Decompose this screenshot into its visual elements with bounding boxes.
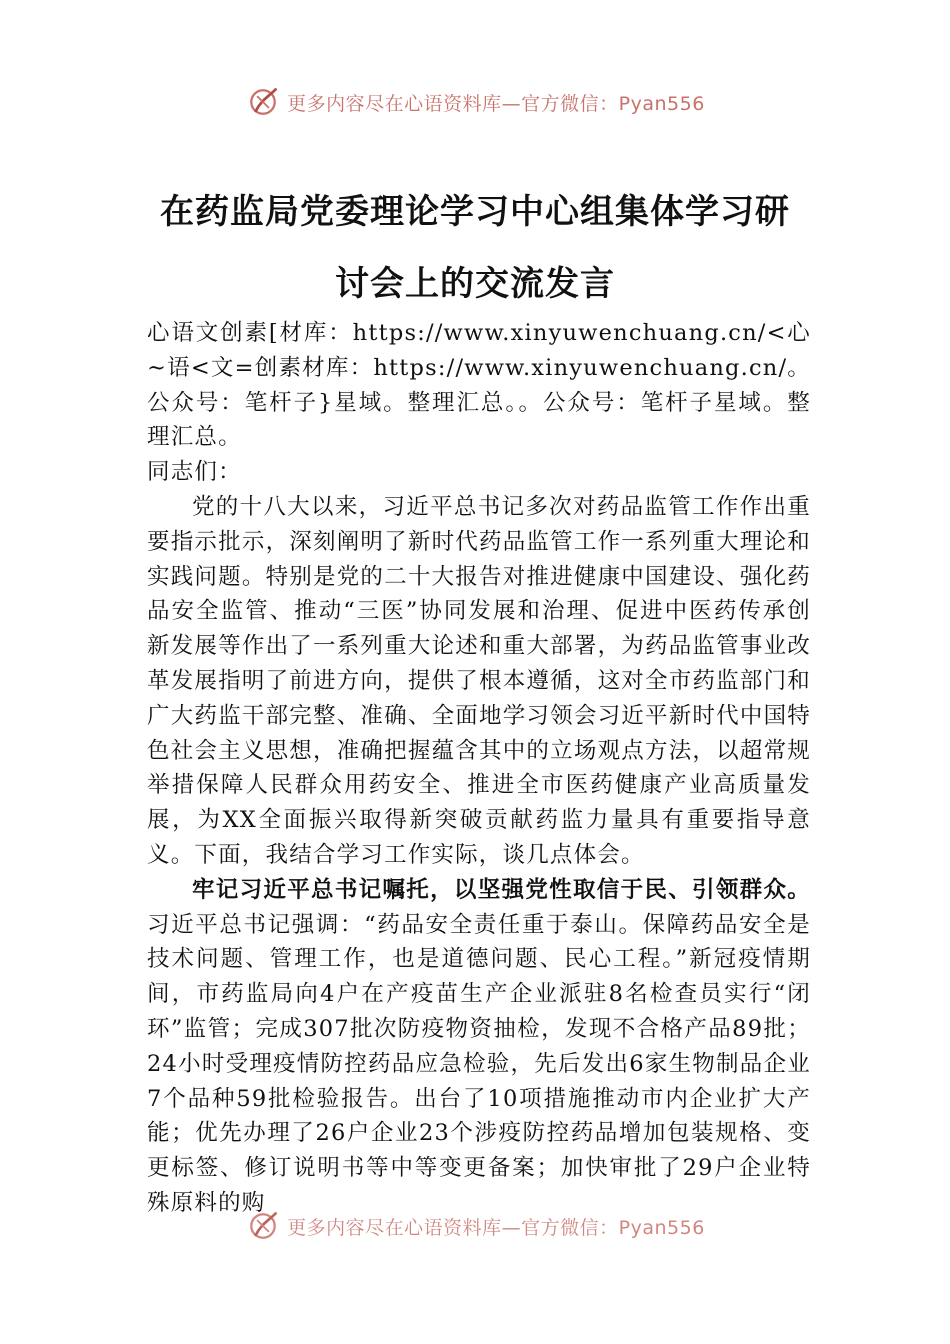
watermark-footer: [0, 1206, 950, 1246]
watermark-text: 更多内容尽在心语资料库—官方微信：Pyan556: [287, 1216, 705, 1239]
document-title: [145, 176, 805, 320]
paragraph-2-heading: 牢记习近平总书记嘱托，以坚强党性取信于民、引领群众。: [192, 876, 811, 903]
logo-icon: [245, 1208, 281, 1244]
source-note: 心语文创素[材库：https://www.xinyuwenchuang.cn/<心~语<文=创素材库：https://www.xinyuwenchuang.cn/。公众号：笔杆子}星域。整理汇总。。公众号：笔杆子星域。整理汇总。: [147, 320, 811, 451]
paragraph-1: 党的十八大以来，习近平总书记多次对药品监管工作作出重要指示批示，深刻阐明了新时代药品监管工作一系列重大理论和实践问题。特别是党的二十大报告对推进健康中国建设、强化药品安全监管、推动“三医”协同发展和治理、促进中医药传承创新发展等作出了一系列重大论述和重大部署，为药品监管事业改革发展指明了前进方向，提供了根本遵循，这对全市药监部门和广大药监干部完整、准确、全面地学习领会习近平新时代中国特色社会主义思想，准确把握蕴含其中的立场观点方法，以超常规举措保障人民群众用药安全、推进全市医药健康产业高质量发展，为XX全面振兴取得新突破贡献药监力量具有重要指导意义。下面，我结合学习工作实际，谈几点体会。: [147, 493, 811, 868]
salutation: 同志们：: [147, 459, 242, 486]
title-line-2: 讨会上的交流发言: [335, 264, 615, 304]
title-line-1: 在药监局党委理论学习中心组集体学习研: [160, 192, 790, 232]
watermark-text: 更多内容尽在心语资料库—官方微信：Pyan556: [287, 92, 705, 115]
document-body: [147, 316, 811, 1221]
logo-icon: [245, 84, 281, 120]
watermark-header: [0, 82, 950, 122]
paragraph-2: [147, 873, 811, 1221]
paragraph-2-body: 习近平总书记强调：“药品安全责任重于泰山。保障药品安全是技术问题、管理工作，也是道德问题、民心工程。”新冠疫情期间，市药监局向4户在产疫苗生产企业派驻8名检查员实行“闭环”监管；完成307批次防疫物资抽检，发现不合格产品89批；24小时受理疫情防控药品应急检验，先后发出6家生物制品企业7个品种59批检验报告。出台了10项措施推动市内企业扩大产能；优先办理了26户企业23个涉疫防控药品增加包装规格、变更标签、修订说明书等中等变更备案；加快审批了29户企业特殊原料的购: [147, 911, 811, 1216]
